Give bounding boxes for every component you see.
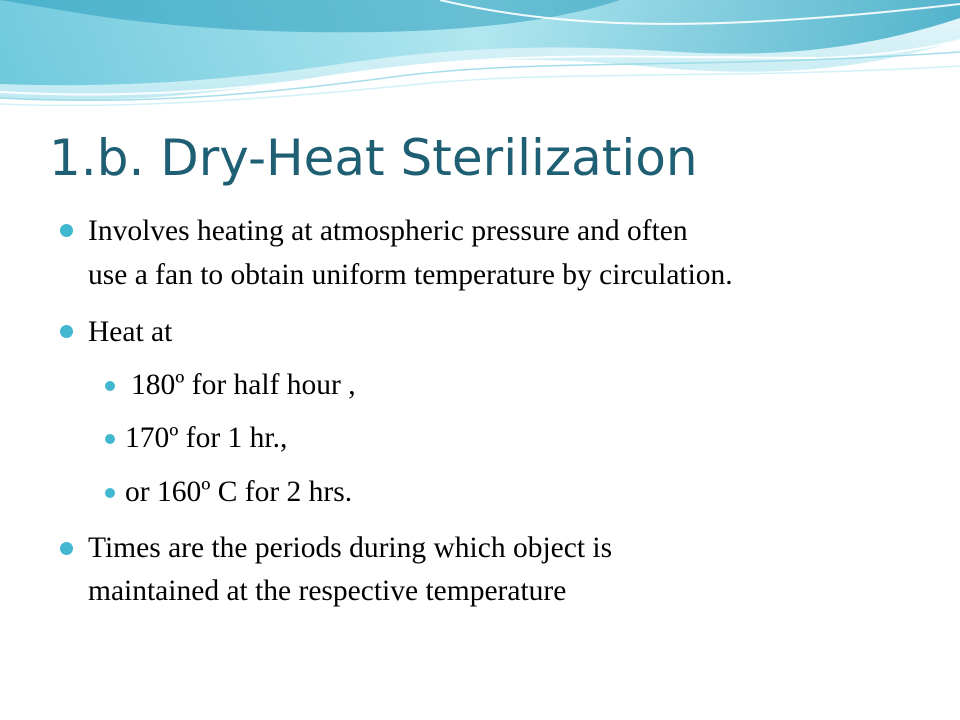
bullet-text-line: 180º for half hour , <box>131 369 356 401</box>
bullet-icon <box>60 325 73 338</box>
bullet-text-line: Heat at <box>88 316 173 348</box>
bullet-text-line: maintained at the respective temperature <box>88 575 567 607</box>
bullet-text-line: 170º for 1 hr., <box>125 422 288 454</box>
bullet-text-line: Involves heating at atmospheric pressure and often <box>88 215 688 247</box>
bullet-text-line: use a fan to obtain uniform temperature by circulation. <box>88 259 733 291</box>
bullet-icon <box>105 488 115 498</box>
bullet-icon <box>105 381 115 391</box>
bullet-icon <box>105 434 115 444</box>
header-wave-decoration <box>0 0 960 115</box>
bullet-icon <box>60 224 73 237</box>
bullet-text-line: or 160º C for 2 hrs. <box>125 476 353 508</box>
bullet-text-line: Times are the periods during which object is <box>88 532 613 564</box>
bullet-icon <box>60 542 73 555</box>
slide-title: 1.b. Dry-Heat Sterilization <box>49 129 698 187</box>
